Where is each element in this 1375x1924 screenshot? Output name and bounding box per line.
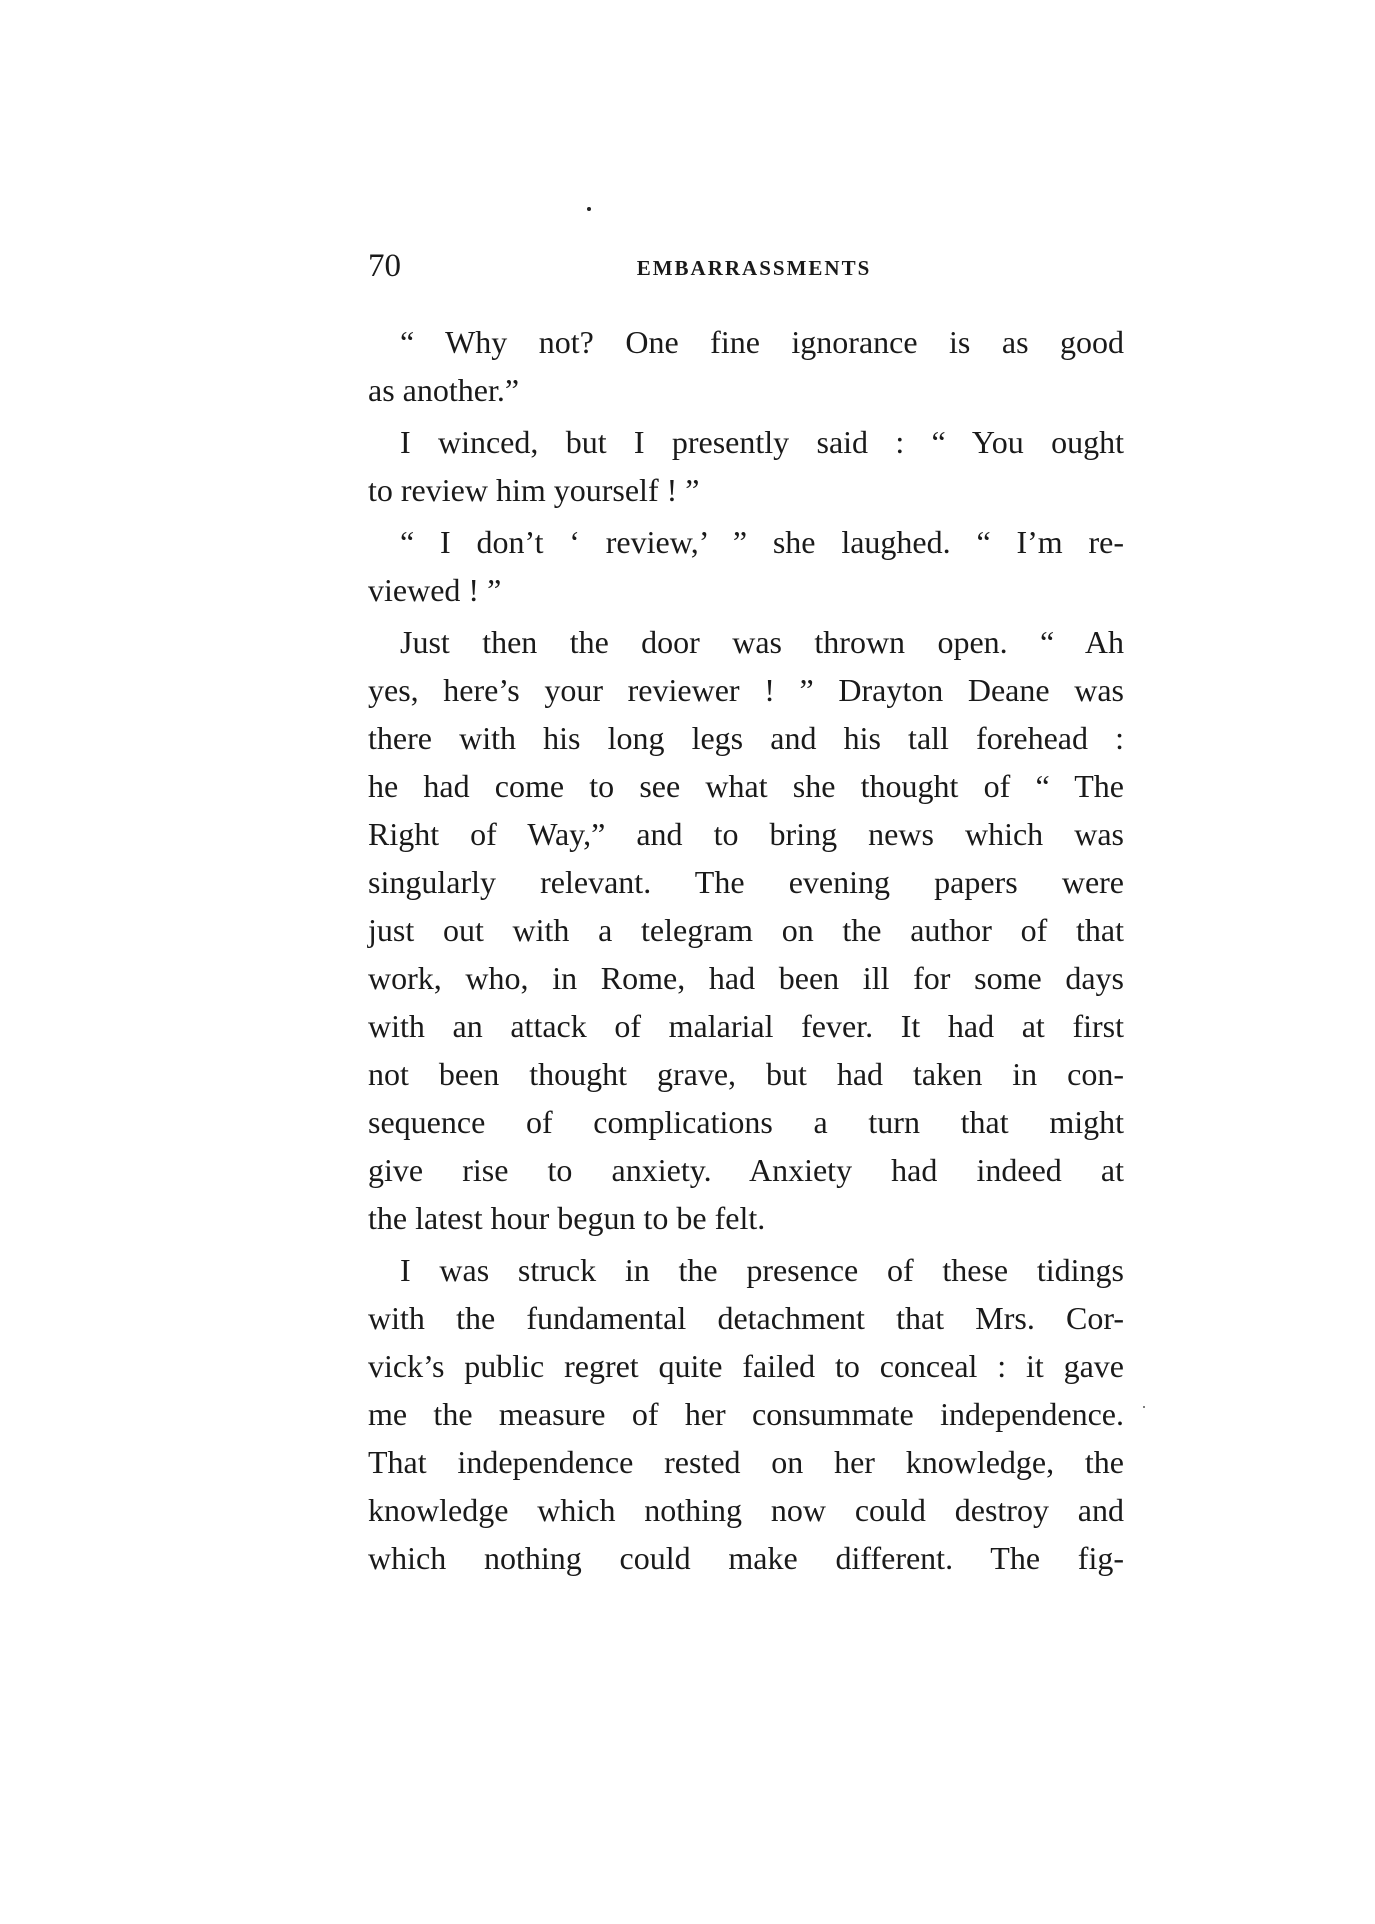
text-line: to review him yourself ! ” [368, 472, 700, 508]
text-line: as another.” [368, 372, 520, 408]
paragraph [368, 1246, 1124, 1582]
page-number: 70 [368, 248, 401, 284]
text-line: yes, here’s your reviewer ! ” Drayton Deane was [368, 672, 1124, 708]
text-line: “ Why not? One fine ignorance is as good [400, 324, 1124, 360]
paragraph [368, 618, 1124, 1242]
text-line: with the fundamental detachment that Mrs. Cor- [368, 1300, 1124, 1336]
text-line: he had come to see what she thought of “ The [368, 768, 1124, 804]
text-line: viewed ! ” [368, 572, 502, 608]
text-line: not been thought grave, but had taken in con- [368, 1056, 1124, 1092]
page-header [368, 244, 1124, 288]
text-line: which nothing could make different. The fig- [368, 1540, 1124, 1576]
text-line: I winced, but I presently said : “ You ought [400, 424, 1124, 460]
text-line: with an attack of malarial fever. It had at first [368, 1008, 1124, 1044]
paragraph [368, 518, 1124, 614]
text-line: “ I don’t ‘ review,’ ” she laughed. “ I’m re- [400, 524, 1124, 560]
text-line: just out with a telegram on the author of that [368, 912, 1124, 948]
text-line: the latest hour begun to be felt. [368, 1200, 766, 1236]
text-line: there with his long legs and his tall forehead : [368, 720, 1124, 756]
text-line: me the measure of her consummate independence. [368, 1396, 1124, 1432]
text-line: I was struck in the presence of these tidings [400, 1252, 1124, 1288]
ink-speck [587, 207, 591, 211]
text-line: give rise to anxiety. Anxiety had indeed at [368, 1152, 1124, 1188]
paragraph [368, 318, 1124, 414]
text-line: vick’s public regret quite failed to conceal : it gave [368, 1348, 1124, 1384]
text-line: work, who, in Rome, had been ill for some days [368, 960, 1124, 996]
ink-speck [1143, 1406, 1145, 1408]
text-line: sequence of complications a turn that might [368, 1104, 1124, 1140]
text-line: Right of Way,” and to bring news which was [368, 816, 1124, 852]
text-line: knowledge which nothing now could destroy and [368, 1492, 1124, 1528]
text-line: That independence rested on her knowledge, the [368, 1444, 1124, 1480]
text-line: Just then the door was thrown open. “ Ah [400, 624, 1124, 660]
running-head: EMBARRASSMENTS [636, 256, 872, 280]
paragraph [368, 418, 1124, 514]
body-text [368, 318, 1124, 1586]
text-line: singularly relevant. The evening papers were [368, 864, 1124, 900]
